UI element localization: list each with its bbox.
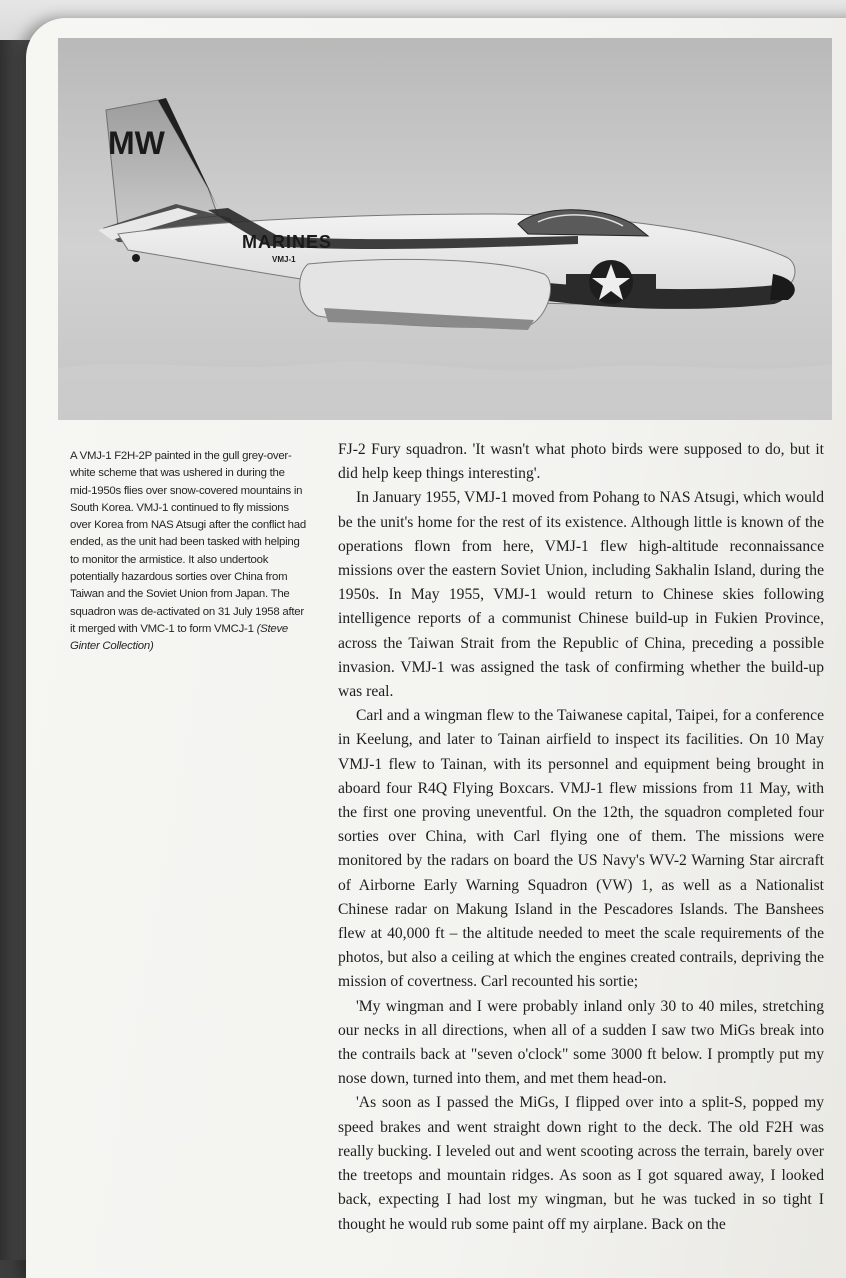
caption-text: A VMJ-1 F2H-2P painted in the gull grey-over-white scheme that was ushered in during the mid-1950s flies over snow-covered mountains in South Korea. VMJ-1 continued to fly missions over Korea from NAS Atsugi after the conflict had ended, as the unit had been tasked with helping to monitor the armistice. It also undertook potentially hazardous sorties over China from Taiwan and the Soviet Union from Japan. The squadron was de-activated on 31 July 1958 after it merged with VMC-1 to form VMCJ-1: [70, 450, 306, 635]
aircraft-photo: [58, 38, 832, 420]
banshee-jet-illustration: [58, 38, 832, 420]
tail-code-text: MW: [108, 125, 165, 161]
unit-code-text: VMJ-1: [272, 255, 296, 264]
body-paragraph-5: 'As soon as I passed the MiGs, I flipped over into a split-S, popped my speed brakes and went straight down right to the deck. The old F2H was really bucking. I leveled out and went scooting across the terrain, barely over the treetops and mountain ridges. As soon as I got squared away, I looked back, expecting I had lost my wingman, but he was tucked in so tight I thought he would rub some paint off my airplane. Back on the: [338, 1094, 824, 1233]
caption-credit: (Steve Ginter Collection): [70, 622, 289, 653]
photo-caption: [70, 448, 308, 656]
body-paragraph-1: FJ-2 Fury squadron. 'It wasn't what photo birds were supposed to do, but it did help keep things interesting'.: [338, 441, 824, 483]
marines-text: MARINES: [242, 232, 333, 252]
body-text: [338, 438, 824, 1237]
body-paragraph-3: Carl and a wingman flew to the Taiwanese capital, Taipei, for a conference in Keelung, and later to Tainan airfield to inspect its facilities. On 10 May VMJ-1 flew to Tainan, with its personnel and equipment being brought in aboard four R4Q Flying Boxcars. VMJ-1 flew missions from 11 May, with the first one proving uneventful. On the 12th, the squadron completed four sorties over China, with Carl flying one of them. The missions were monitored by the radars on board the US Navy's WV-2 Warning Star aircraft of Airborne Early Warning Squadron (VW) 1, as well as a Nationalist Chinese radar on Makung Island in the Pescadores Islands. The Banshees flew at 40,000 ft – the altitude needed to meet the scale requirements of the photos, but also a ceiling at which the engines created contrails, depriving the mission of covertness. Carl recounted his sortie;: [338, 707, 824, 991]
body-paragraph-2: In January 1955, VMJ-1 moved from Pohang to NAS Atsugi, which would be the unit's home for the rest of its existence. Although little is known of the operations flown from here, VMJ-1 flew high-altitude reconnaissance missions over the eastern Soviet Union, including Sakhalin Island, during the 1950s. In May 1955, VMJ-1 would return to Chinese skies following intelligence reports of a communist Chinese build-up in Fukien Province, across the Taiwan Strait from the Republic of China, preceding a possible invasion. VMJ-1 was assigned the task of confirming whether the build-up was real.: [338, 489, 824, 701]
body-paragraph-4: 'My wingman and I were probably inland only 30 to 40 miles, stretching our necks in all directions, when all of a sudden I saw two MiGs break into the contrails back at "seven o'clock" some 3000 ft below. I promptly put my nose down, turned into them, and met them head-on.: [338, 997, 824, 1088]
